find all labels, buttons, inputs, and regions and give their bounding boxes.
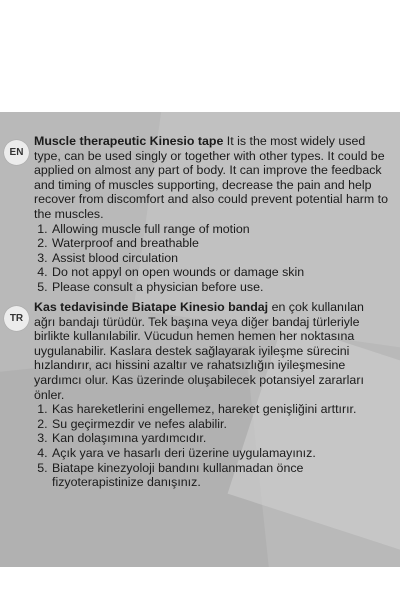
list-item: 3. Kan dolaşımına yardımcıdır. [51, 431, 388, 446]
english-intro [34, 134, 388, 222]
list-item: 1. Kas hareketlerini engellemez, hareket genişliğini arttırır. [51, 402, 388, 417]
turkish-description: en çok kullanılan ağrı bandajı türüdür. Tek başına veya diğer bandaj türleriyle birlikte kullanılabilir. Vücudun hemen hemen her noktasına uygulanabilir. Kaslara destek sağlayarak iyileşme sürecini hızlandırır, acı hissini azaltır ve rahatsızlığın iyileşmesine yardımcı olur. Kas üzerinde oluşabilecek potansiyel zararları önler. [34, 300, 364, 402]
list-item: 5. Please consult a physician before use. [51, 280, 388, 295]
english-description: It is the most widely used type, can be used singly or together with other types. It could be applied on almost any part of body. It can improve the feedback and timing of muscles supporting, decrease the pain and help recover from discomfort and also could prevent potential harm to the muscles. [34, 134, 388, 221]
turkish-intro [34, 300, 388, 402]
language-badge-en: EN [4, 140, 29, 165]
list-item: 4. Açık yara ve hasarlı deri üzerine uygulamayınız. [51, 446, 388, 461]
english-list [34, 222, 388, 295]
list-item: 5. Biatape kinezyoloji bandını kullanmadan önce fizyoterapistinize danışınız. [51, 461, 388, 490]
english-heading: Muscle therapeutic Kinesio tape [34, 134, 224, 148]
list-item: 3. Assist blood circulation [51, 251, 388, 266]
section-english-text [34, 134, 388, 295]
turkish-list [34, 402, 388, 490]
turkish-heading: Kas tedavisinde Biatape Kinesio bandaj [34, 300, 269, 314]
language-badge-tr: TR [4, 306, 29, 331]
instruction-panel [0, 112, 400, 567]
section-turkish-text [34, 300, 388, 490]
list-item: 2. Su geçirmezdir ve nefes alabilir. [51, 417, 388, 432]
list-item: 4. Do not appyl on open wounds or damage skin [51, 265, 388, 280]
list-item: 1. Allowing muscle full range of motion [51, 222, 388, 237]
list-item: 2. Waterproof and breathable [51, 236, 388, 251]
